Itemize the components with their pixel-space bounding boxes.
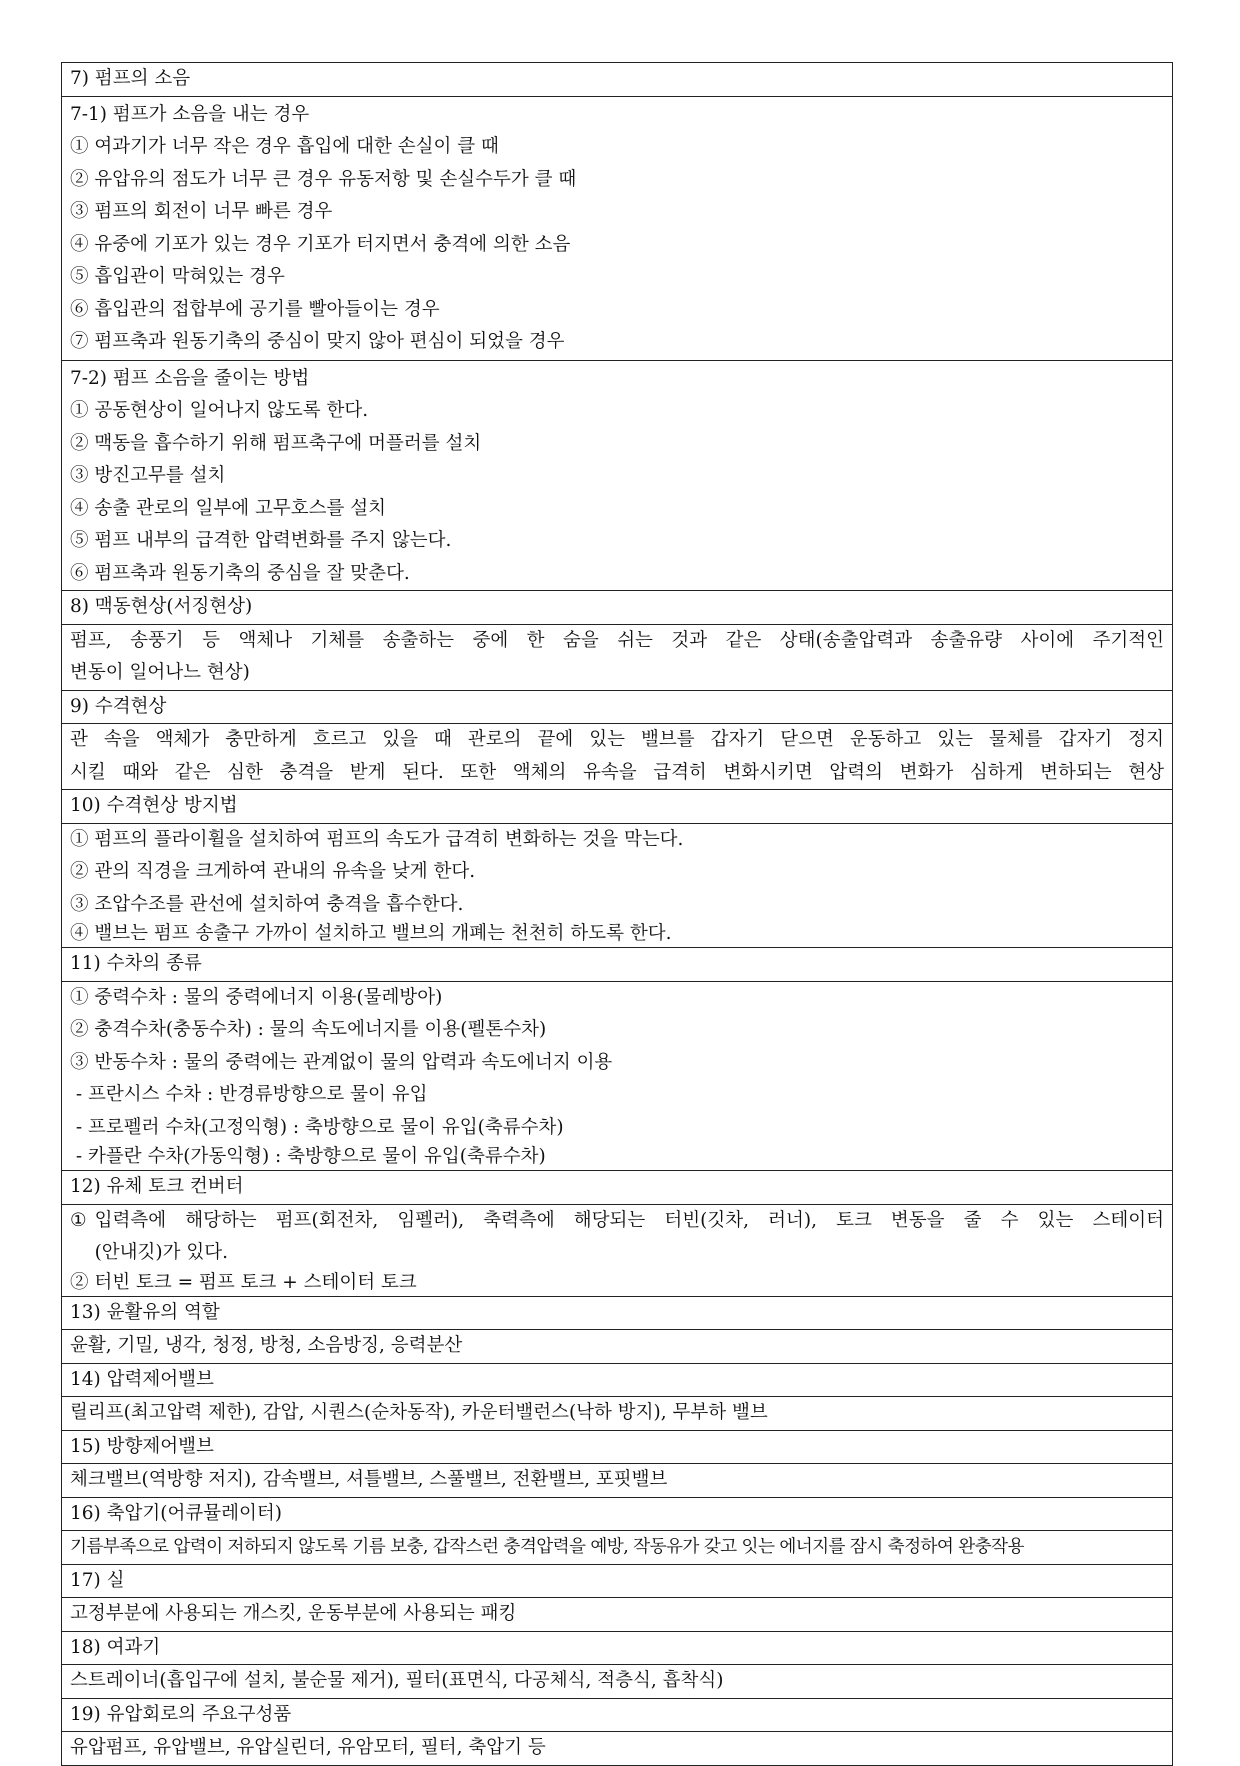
section-9-body [62,724,1173,790]
list-item: ⑦ 펌프축과 원동기축의 중심이 맞지 않아 편심이 되었을 경우 [70,331,565,352]
list-item: ④ 밸브는 펌프 송출구 가까이 설치하고 밸브의 개폐는 천천히 하도록 한다. [70,923,672,944]
section-13-title: 13) 윤활유의 역할 [62,1296,1173,1330]
section-18-title: 18) 여과기 [62,1631,1173,1665]
section-14-body: 릴리프(최고압력 제한), 감압, 시퀀스(순차동작), 카운터밸런스(낙하 방지), 무부하 밸브 [62,1397,1173,1431]
section-19-title: 19) 유압회로의 주요구성품 [62,1698,1173,1732]
list-item: ③ 조압수조를 관선에 설치하여 충격을 흡수한다. [70,893,464,915]
section-11-body [62,981,1173,1171]
list-item: ③ 펌프의 회전이 너무 빠른 경우 [70,201,333,222]
list-item: ③ 방진고무를 설치 [70,465,226,486]
section-11-title: 11) 수차의 종류 [62,948,1173,982]
study-notes-table [61,62,1173,1766]
section-7-title: 7) 펌프의 소음 [62,63,1173,97]
list-item: ② 관의 직경을 크게하여 관내의 유속을 낮게 한다. [70,861,476,882]
section-16-title: 16) 축압기(어큐뮬레이터) [62,1497,1173,1531]
section-16-body: 기름부족으로 압력이 저하되지 않도록 기름 보충, 갑작스런 충격압력을 예방, 작동유가 갖고 잇는 에너지를 잠시 축정하여 완충작용 [62,1531,1173,1565]
paragraph-line: 펌프, 송풍기 등 액체나 기체를 송출하는 중에 한 숨을 쉬는 것과 같은 상태(송출압력과 송출유량 사이에 주기적인 [70,629,1164,651]
section-10-body [62,823,1173,948]
paragraph-line: 변동이 일어나느 현상) [70,662,250,683]
list-item: ② 충격수차(충동수차) : 물의 속도에너지를 이용(펠톤수차) [70,1019,547,1040]
list-item: ④ 유중에 기포가 있는 경우 기포가 터지면서 충격에 의한 소음 [70,233,571,255]
list-item: ⑥ 흡입관의 접합부에 공기를 빨아들이는 경우 [70,298,440,320]
section-7-2-body [62,360,1173,591]
section-19-body: 유압펌프, 유압밸브, 유압실린더, 유암모터, 필터, 축압기 등 [62,1732,1173,1766]
section-10-title: 10) 수격현상 방지법 [62,790,1173,824]
list-item: - 프란시스 수차 : 반경류방향으로 물이 유입 [70,1084,428,1105]
section-17-body: 고정부분에 사용되는 개스킷, 운동부분에 사용되는 패킹 [62,1598,1173,1632]
section-7-2-title: 7-2) 펌프 소음을 줄이는 방법 [70,367,310,389]
section-7-1-body [62,96,1173,360]
list-item: ① 펌프의 플라이휠을 설치하여 펌프의 속도가 급격히 변화하는 것을 막는다. [70,828,684,850]
list-item: ⑤ 흡입관이 막혀있는 경우 [70,266,285,287]
section-9-title: 9) 수격현상 [62,690,1173,724]
section-17-title: 17) 실 [62,1564,1173,1598]
section-14-title: 14) 압력제어밸브 [62,1363,1173,1397]
list-item: ⑥ 펌프축과 원동기축의 중심을 잘 맞춘다. [70,562,410,584]
list-item: ② 터빈 토크 = 펌프 토크 + 스테이터 토크 [70,1271,417,1293]
list-item: ③ 반동수차 : 물의 중력에는 관계없이 물의 압력과 속도에너지 이용 [70,1051,613,1073]
list-item: ⑤ 펌프 내부의 급격한 압력변화를 주지 않는다. [70,530,452,551]
list-item: ② 맥동을 흡수하기 위해 펌프축구에 머플러를 설치 [70,432,482,454]
section-8-title: 8) 맥동현상(서징현상) [62,591,1173,625]
paragraph-line: 시킬 때와 같은 심한 충격을 받게 된다. 또한 액체의 유속을 급격히 변화시키면 압력의 변화가 심하게 변하되는 현상 [70,761,1164,783]
section-12-body [62,1204,1173,1296]
document-page [61,62,1173,1766]
list-item: ④ 송출 관로의 일부에 고무호스를 설치 [70,497,386,519]
section-13-body: 윤활, 기밀, 냉각, 청정, 방청, 소음방징, 응력분산 [62,1330,1173,1364]
section-8-body [62,624,1173,690]
list-item: ① 여과기가 너무 작은 경우 흡입에 대한 손실이 클 때 [70,136,499,157]
list-item: - 프로펠러 수차(고정익형) : 축방향으로 물이 유입(축류수차) [70,1116,564,1138]
paragraph-line: 관 속을 액체가 충만하게 흐르고 있을 때 관로의 끝에 있는 밸브를 갑자기 닫으면 운동하고 있는 물체를 갑자기 정지 [70,729,1164,750]
list-item: ① 공동현상이 일어나지 않도록 한다. [70,400,369,421]
list-item: ① 입력측에 해당하는 펌프(회전차, 임펠러), 축력측에 해당되는 터빈(깃차, 러너), 토크 변동을 줄 수 있는 스테이터 (안내깃)가 있다. [70,1209,1164,1263]
section-15-title: 15) 방향제어밸브 [62,1430,1173,1464]
section-12-title: 12) 유체 토크 컨버터 [62,1171,1173,1205]
list-item: ① 중력수차 : 물의 중력에너지 이용(물레방아) [70,986,443,1008]
section-7-1-title: 7-1) 펌프가 소음을 내는 경우 [70,103,310,125]
list-item: - 카플란 수차(가동익형) : 축방향으로 물이 유입(축류수차) [70,1146,546,1167]
list-item: ② 유압유의 점도가 너무 큰 경우 유동저항 및 손실수두가 클 때 [70,168,577,190]
section-15-body: 체크밸브(역방향 저지), 감속밸브, 셔틀밸브, 스풀밸브, 전환밸브, 포핏밸브 [62,1464,1173,1498]
section-18-body: 스트레이너(흡입구에 설치, 불순물 제거), 필터(표면식, 다공체식, 적층식, 흡착식) [62,1665,1173,1699]
